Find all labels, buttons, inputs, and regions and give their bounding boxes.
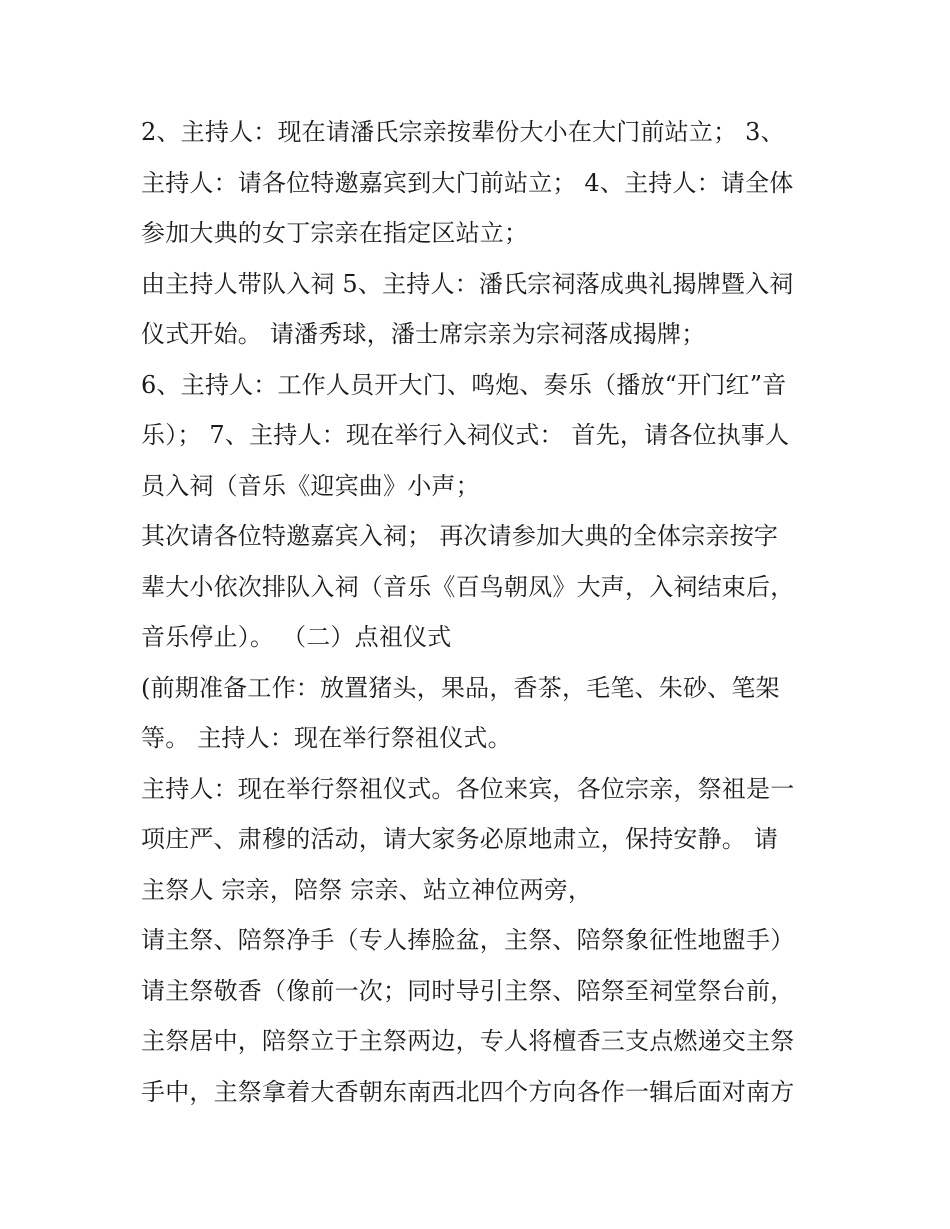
text-line-4: 由主持人带队入祠 5、主持人：潘氏宗祠落成典礼揭牌暨入祠 [141, 269, 794, 298]
document-body [141, 107, 821, 1117]
text-line-13: 等。 主持人：现在举行祭祖仪式。 [141, 724, 512, 752]
text-line-12: (前期准备工作：放置猪头，果品，香茶，毛笔、朱砂、笔架 [141, 673, 780, 702]
text-line-19: 主祭居中，陪祭立于主祭两边，专人将檀香三支点燃递交主祭 [141, 1027, 795, 1055]
text-line-15: 项庄严、肃穆的活动，请大家务必原地肃立，保持安静。 请 [141, 825, 779, 853]
text-line-14: 主持人：现在举行祭祖仪式。各位来宾，各位宗亲，祭祖是一 [141, 774, 795, 803]
text-line-9: 其次请各位特邀嘉宾入祠； 再次请参加大典的全体宗亲按字 [141, 522, 779, 550]
text-line-6: 6、主持人：工作人员开大门、鸣炮、奏乐（播放“开门红”音 [141, 370, 787, 399]
text-line-16: 主祭人 宗亲，陪祭 宗亲、站立神位两旁， [141, 875, 593, 904]
text-line-2: 主持人：请各位特邀嘉宾到大门前站立； 4、主持人：请全体 [141, 168, 794, 197]
text-line-17: 请主祭、陪祭净手（专人捧脸盆，主祭、陪祭象征性地盥手） [141, 926, 795, 954]
text-line-7: 乐）； 7、主持人：现在举行入祠仪式： 首先，请各位执事人 [141, 421, 790, 449]
text-line-5: 仪式开始。 请潘秀球，潘士席宗亲为宗祠落成揭牌； [141, 320, 706, 348]
text-line-20: 手中，主祭拿着大香朝东南西北四个方向各作一辑后面对南方 [141, 1077, 795, 1106]
text-line-10: 辈大小依次排队入祠（音乐《百鸟朝凤》大声，入祠结束后， [141, 572, 795, 601]
text-line-3: 参加大典的女丁宗亲在指定区站立； [141, 219, 529, 247]
text-line-1: 2、主持人：现在请潘氏宗亲按辈份大小在大门前站立； 3、 [141, 118, 785, 146]
text-line-8: 员入祠（音乐《迎宾曲》小声； [141, 471, 480, 500]
text-line-18: 请主祭敬香（像前一次；同时导引主祭、陪祭至祠堂祭台前， [141, 976, 795, 1005]
text-line-11: 音乐停止）。 （二）点祖仪式 [141, 623, 452, 651]
